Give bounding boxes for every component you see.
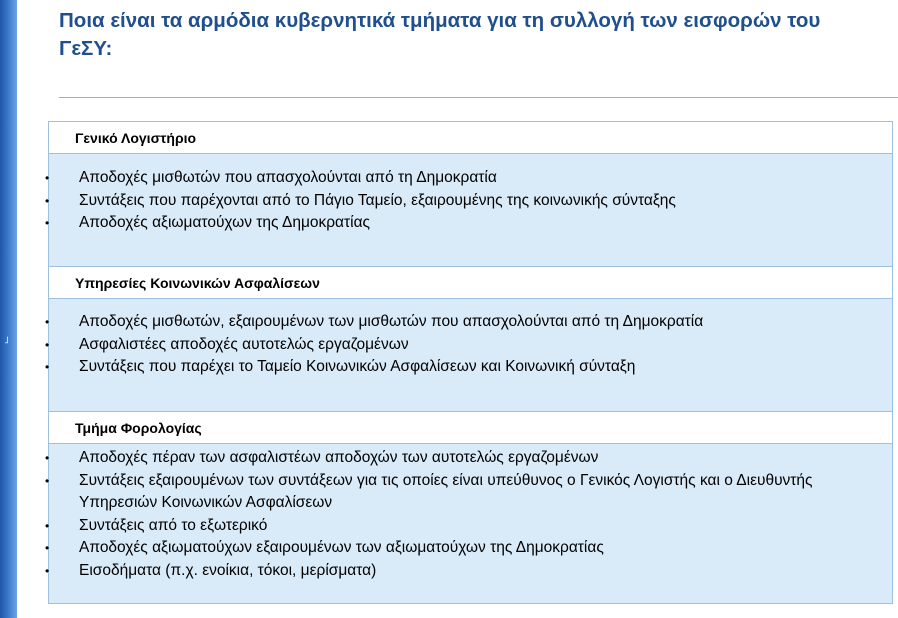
bullet-icon: • <box>45 563 50 578</box>
item-list <box>45 167 892 235</box>
list-item <box>45 334 892 357</box>
list-item <box>45 515 892 538</box>
list-item <box>45 447 892 470</box>
bullet-icon: • <box>45 171 50 185</box>
section-header: Γενικό Λογιστήριο <box>48 122 893 154</box>
bullet-icon: • <box>45 541 50 555</box>
title-divider <box>59 97 898 98</box>
list-item-text: Αποδοχές μισθωτών, εξαιρουμένων των μισθωτών που απασχολούνται από τη Δημοκρατία <box>79 313 704 330</box>
list-item-text: Συντάξεις εξαιρουμένων των συντάξεων για τις οποίες είναι υπεύθυνος ο Γενικός Λογιστής και ο Διευθυντής Υπηρεσιών Κοινωνικών Ασφαλίσεων <box>79 471 813 511</box>
list-item <box>45 470 892 515</box>
bullet-icon: • <box>45 518 50 533</box>
page-title: Ποια είναι τα αρμόδια κυβερνητικά τμήματα για τη συλλογή των εισφορών του ΓεΣΥ: <box>59 9 821 60</box>
list-item <box>45 560 892 583</box>
list-item-text: Εισοδήματα (π.χ. ενοίκια, τόκοι, μερίσματα) <box>79 561 377 579</box>
side-mark: ˩ <box>4 335 9 346</box>
list-item-text: Αποδοχές αξιωματούχων εξαιρουμένων των αξιωματούχων της Δημοκρατίας <box>79 539 604 556</box>
list-item-text: Συντάξεις που παρέχονται από το Πάγιο Ταμείο, εξαιρουμένης της κοινωνικής σύνταξης <box>79 191 676 209</box>
bullet-icon: • <box>45 315 50 329</box>
bullet-icon: • <box>45 337 50 352</box>
section-header: Τμήμα Φορολογίας <box>48 412 893 444</box>
section-tax-department <box>45 412 893 604</box>
item-list <box>45 447 892 582</box>
departments-table <box>45 121 893 604</box>
bullet-icon: • <box>45 216 50 230</box>
section-body <box>45 154 893 267</box>
list-item <box>45 356 892 379</box>
list-item <box>45 190 892 213</box>
bullet-icon: • <box>45 360 50 374</box>
item-list <box>45 311 892 379</box>
list-item-text: Συντάξεις που παρέχει το Ταμείο Κοινωνικών Ασφαλίσεων και Κοινωνική σύνταξη <box>79 358 636 375</box>
list-item-text: Συντάξεις από το εξωτερικό <box>79 516 268 534</box>
section-social-insurance <box>45 267 893 412</box>
list-item <box>45 167 892 190</box>
bullet-icon: • <box>45 451 50 465</box>
left-accent-bar <box>0 0 17 618</box>
list-item <box>45 311 892 334</box>
bullet-icon: • <box>45 473 50 488</box>
list-item-text: Αποδοχές αξιωματούχων της Δημοκρατίας <box>79 214 371 231</box>
list-item-text: Ασφαλιστέες αποδοχές αυτοτελώς εργαζομένων <box>79 335 409 353</box>
list-item-text: Αποδοχές πέραν των ασφαλιστέων αποδοχών των αυτοτελώς εργαζομένων <box>79 449 599 466</box>
list-item <box>45 537 892 560</box>
list-item-text: Αποδοχές μισθωτών που απασχολούνται από τη Δημοκρατία <box>79 169 497 186</box>
section-general-accounting <box>45 122 893 267</box>
bullet-icon: • <box>45 193 50 208</box>
list-item <box>45 212 892 235</box>
section-body <box>45 444 893 604</box>
section-header: Υπηρεσίες Κοινωνικών Ασφαλίσεων <box>48 267 893 299</box>
section-body <box>45 299 893 412</box>
